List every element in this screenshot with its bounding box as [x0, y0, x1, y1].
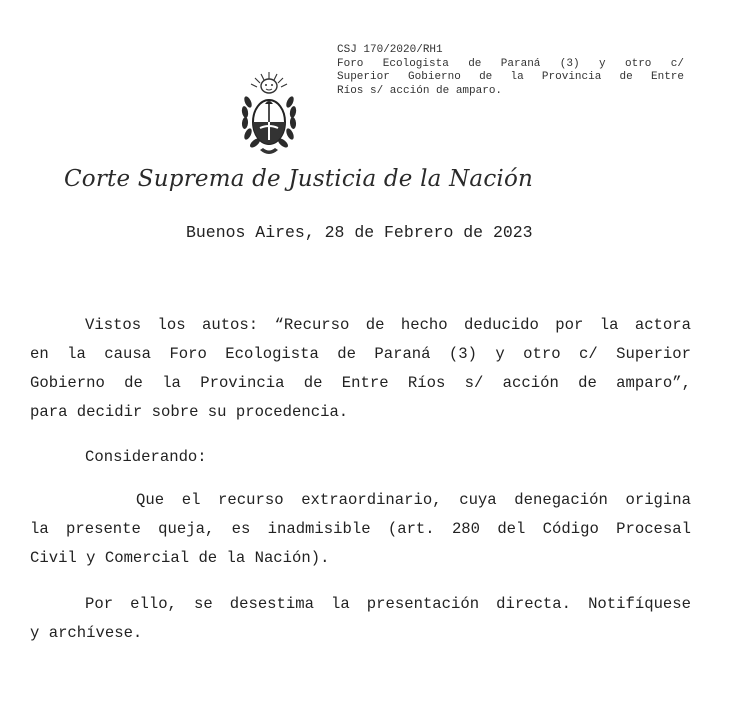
case-reference — [337, 44, 684, 98]
text-line: Civil y Comercial de la Nación). — [30, 549, 330, 567]
text-line: Considerando: — [85, 448, 207, 466]
text-line: Por ello, se desestima la presentación directa. Notifíquese — [85, 595, 691, 613]
case-number: CSJ 170/2020/RH1 — [337, 44, 443, 56]
text-line: en la causa Foro Ecologista de Paraná (3) y otro c/ Superior — [30, 345, 691, 363]
case-title-line-3: Ríos s/ acción de amparo. — [337, 84, 503, 97]
date-line: Buenos Aires, 28 de Febrero de 2023 — [186, 223, 533, 242]
text-line: para decidir sobre su procedencia. — [30, 403, 349, 421]
text-line: Gobierno de la Provincia de Entre Ríos s/ acción de amparo”, — [30, 374, 691, 392]
text-line: la presente queja, es inadmisible (art. 280 del Código Procesal — [30, 520, 691, 538]
paragraph-que — [30, 486, 691, 573]
case-title-line-1: Foro Ecologista de Paraná (3) y otro c/ — [337, 57, 684, 70]
paragraph-vistos — [30, 311, 691, 427]
argentina-coat-of-arms-icon — [238, 68, 300, 160]
text-line: Que el recurso extraordinario, cuya denegación origina — [136, 491, 691, 509]
paragraph-considerando — [30, 443, 691, 472]
text-line: y archívese. — [30, 624, 143, 642]
court-name: Corte Suprema de Justicia de la Nación — [64, 166, 534, 192]
case-title-line-2: Superior Gobierno de la Provincia de Entre — [337, 71, 684, 83]
paragraph-por-ello — [30, 590, 691, 648]
text-line: Vistos los autos: “Recurso de hecho deducido por la actora — [85, 316, 691, 334]
